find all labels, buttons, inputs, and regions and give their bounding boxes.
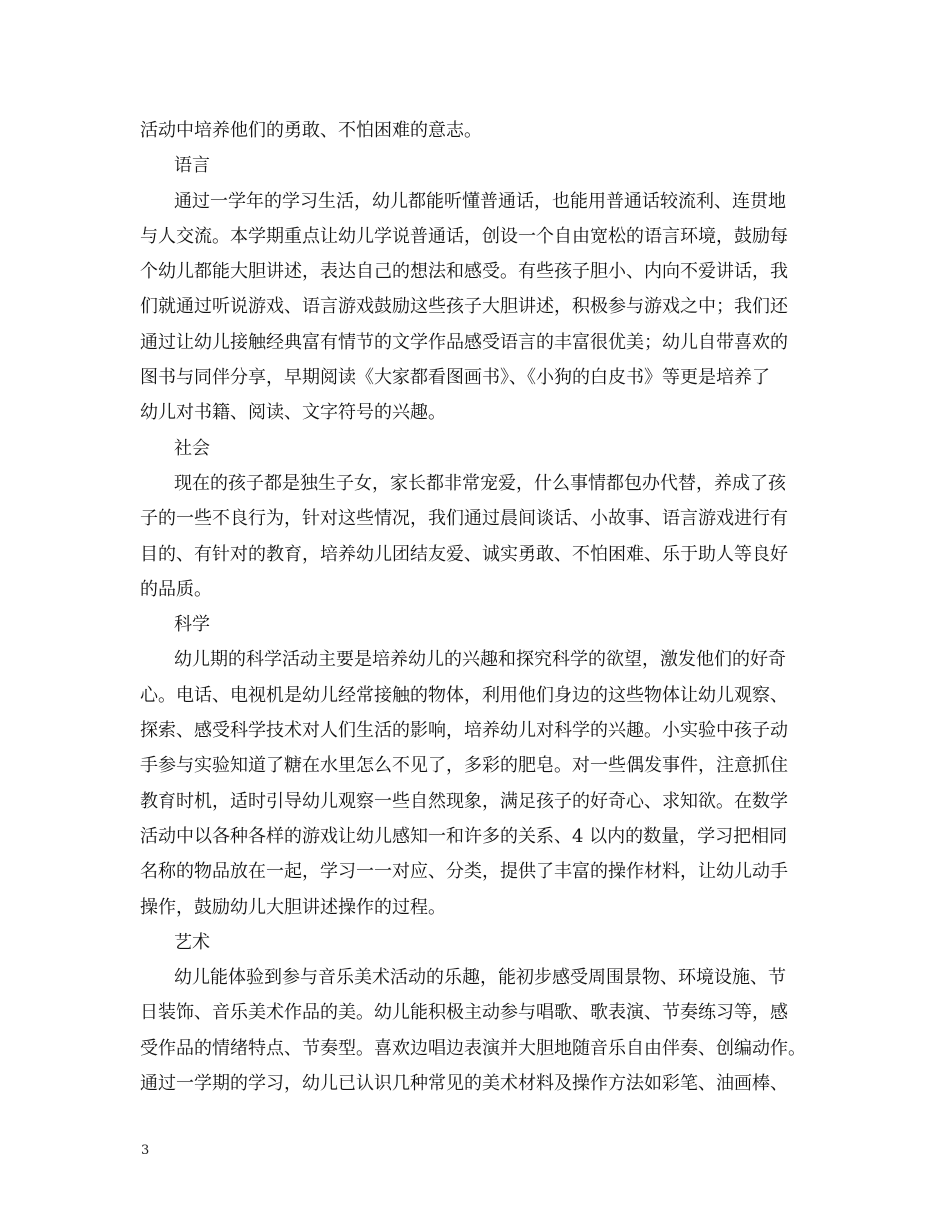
text-line: 语言 — [174, 155, 210, 177]
text-line: 幼儿期的科学活动主要是培养幼儿的兴趣和探究科学的欲望，激发他们的好奇 — [174, 649, 786, 671]
text-line: 幼儿能体验到参与音乐美术活动的乐趣，能初步感受周围景物、环境设施、节 — [174, 967, 786, 989]
text-line: 社会 — [174, 437, 210, 459]
text-line: 艺术 — [174, 931, 210, 953]
document-body — [140, 113, 810, 1101]
text-line: 现在的孩子都是独生子女，家长都非常宠爱，什么事情都包办代替，养成了孩 — [174, 472, 786, 494]
text-line: 通过一学期的学习，幼儿已认识几种常见的美术材料及操作方法如彩笔、油画棒、 — [140, 1073, 788, 1095]
text-line: 通过一学年的学习生活，幼儿都能听懂普通话，也能用普通话较流利、连贯地 — [174, 190, 786, 212]
text-line: 子的一些不良行为，针对这些情况，我们通过晨间谈话、小故事、语言游戏进行有 — [140, 508, 788, 530]
page-number: 3 — [141, 1143, 150, 1158]
text-line: 名称的物品放在一起，学习一一对应、分类，提供了丰富的操作材料，让幼儿动手 — [140, 861, 788, 883]
text-line: 活动中以各种各样的游戏让幼儿感知一和许多的关系、4 以内的数量，学习把相同 — [140, 825, 788, 847]
text-line: 日装饰、音乐美术作品的美。幼儿能积极主动参与唱歌、歌表演、节奏练习等，感 — [140, 1002, 788, 1024]
text-line: 科学 — [174, 614, 210, 636]
text-line: 手参与实验知道了糖在水里怎么不见了，多彩的肥皂。对一些偶发事件，注意抓住 — [140, 755, 788, 777]
text-line: 活动中培养他们的勇敢、不怕困难的意志。 — [140, 120, 482, 141]
text-line: 目的、有针对的教育，培养幼儿团结友爱、诚实勇敢、不怕困难、乐于助人等良好 — [140, 543, 788, 565]
text-line: 教育时机，适时引导幼儿观察一些自然现象，满足孩子的好奇心、求知欲。在数学 — [140, 790, 788, 812]
text-line: 与人交流。本学期重点让幼儿学说普通话，创设一个自由宽松的语言环境，鼓励每 — [140, 225, 788, 247]
text-line: 心。电话、电视机是幼儿经常接触的物体，利用他们身边的这些物体让幼儿观察、 — [140, 684, 788, 706]
text-line: 图书与同伴分享，早期阅读《大家都看图画书》、《小狗的白皮书》等更是培养了 — [140, 367, 770, 389]
text-line: 个幼儿都能大胆讲述，表达自己的想法和感受。有些孩子胆小、内向不爱讲话，我 — [140, 261, 788, 283]
text-line: 受作品的情绪特点、节奏型。喜欢边唱边表演并大胆地随音乐自由伴奏、创编动作。 — [140, 1037, 806, 1059]
text-line: 操作，鼓励幼儿大胆讲述操作的过程。 — [140, 896, 446, 918]
text-line: 们就通过听说游戏、语言游戏鼓励这些孩子大胆讲述，积极参与游戏之中；我们还 — [140, 296, 788, 318]
text-line: 通过让幼儿接触经典富有情节的文学作品感受语言的丰富很优美；幼儿自带喜欢的 — [140, 331, 788, 353]
text-line: 幼儿对书籍、阅读、文字符号的兴趣。 — [140, 402, 446, 424]
text-line: 探索、感受科学技术对人们生活的影响，培养幼儿对科学的兴趣。小实验中孩子动 — [140, 720, 788, 742]
text-line: 的品质。 — [140, 578, 212, 600]
